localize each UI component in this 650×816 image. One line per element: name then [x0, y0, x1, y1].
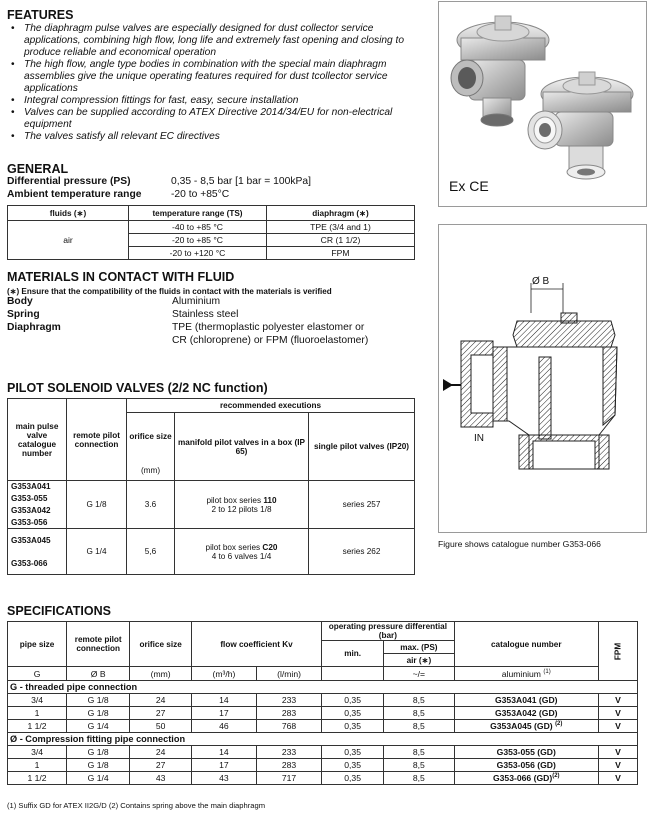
pilot-h-manifold: manifold pilot valves in a box (IP 65): [175, 413, 309, 481]
spec-h-air: air (∗): [384, 654, 454, 667]
pilot-table: [7, 398, 415, 575]
spec-cell-min: 0,35: [322, 720, 384, 733]
materials-note: (∗) Ensure that the compatibility of the fluids in contact with the materials is verified: [7, 287, 332, 296]
spec-cell-orifice: 24: [130, 746, 192, 759]
spec-cell-max: 8,5: [384, 720, 454, 733]
spec-h-min: min.: [322, 641, 384, 667]
spec-cell-fpm: V: [598, 694, 637, 707]
pilot-catalogue: G353A041: [8, 481, 67, 493]
spec-cell-orifice: 24: [130, 694, 192, 707]
spec-u-aluminium-text: aluminium: [501, 668, 541, 679]
pilot-h-remote: remote pilot connection: [67, 399, 127, 481]
spec-cell-min: 0,35: [322, 759, 384, 772]
spec-cell-fpm: V: [598, 772, 637, 785]
spec-u-lmin: (l/min): [256, 667, 321, 681]
spec-u-pipe: G: [8, 667, 67, 681]
spec-cell-fpm: V: [598, 707, 637, 720]
spec-cell-conn: G 1/8: [67, 746, 130, 759]
spec-cell-catalogue: [454, 720, 598, 733]
fluid-temp: -20 to +85 °C: [129, 234, 267, 247]
pilot-manifold-c: 2 to 12 pilots 1/8: [211, 504, 272, 514]
pilot-h-orifice: orifice size: [127, 413, 175, 461]
fluid-diaphragm: TPE (3/4 and 1): [267, 221, 415, 234]
pilot-manifold-series: 110: [263, 495, 277, 505]
materials-heading: MATERIALS IN CONTACT WITH FLUID: [7, 270, 235, 284]
fluid-table: [7, 205, 415, 260]
spec-cell-kv: 14: [191, 746, 256, 759]
spring-label: Spring: [7, 309, 40, 320]
spec-cell-kv: 17: [191, 759, 256, 772]
spec-section-compression: Ø - Compression fitting pipe connection: [8, 733, 638, 746]
spec-cell-pipe: 1 1/2: [8, 720, 67, 733]
table-row: [8, 694, 638, 707]
spec-cell-orifice: 43: [130, 772, 192, 785]
features-heading: FEATURES: [7, 8, 74, 22]
figure-caption: Figure shows catalogue number G353-066: [438, 539, 601, 549]
spec-h-max: max. (PS): [384, 641, 454, 654]
pilot-single: series 262: [309, 529, 415, 575]
feature-item: • Valves can be supplied according to ATEX Directive 2014/34/EU for non-electrical equipment: [20, 107, 427, 131]
general-section: [7, 162, 427, 202]
spec-cell-lmin: 233: [256, 746, 321, 759]
spec-catalogue-text: G353A041 (GD): [494, 695, 558, 705]
features-list: [7, 23, 427, 143]
fluid-diaphragm: FPM: [267, 247, 415, 260]
spec-catalogue-text: G353-066 (GD): [492, 773, 553, 783]
table-row: [8, 772, 638, 785]
spec-u-remote: Ø B: [67, 667, 130, 681]
pilot-h-recommended: recommended executions: [127, 399, 415, 413]
diaphragm-row-2: [7, 335, 427, 348]
general-heading: GENERAL: [7, 162, 69, 176]
spec-h-flow: flow coefficient Kv: [191, 622, 321, 667]
spec-cell-lmin: 233: [256, 694, 321, 707]
diaphragm-label: Diaphragm: [7, 322, 61, 333]
pilot-conn: G 1/4: [67, 529, 127, 575]
spec-catalogue-text: G353-055 (GD): [496, 747, 556, 757]
pilot-manifold: [175, 481, 309, 529]
spec-cell-catalogue: [454, 772, 598, 785]
feature-item: • Integral compression fittings for fast, easy, secure installation: [20, 95, 427, 107]
pilot-h-orifice-unit: (mm): [127, 461, 175, 481]
feature-item: • The high flow, angle type bodies in combination with the special main diaphragm assemblies give the unique operating features required for dust tcollector service applications: [20, 59, 427, 95]
ex-ce-marks: Ex CE: [449, 178, 489, 194]
spec-cell-conn: G 1/4: [67, 720, 130, 733]
fluid-air: air: [8, 221, 129, 260]
spec-cell-min: 0,35: [322, 746, 384, 759]
spec-catalogue-sup: (2): [552, 773, 560, 780]
spec-cell-orifice: 50: [130, 720, 192, 733]
pilot-manifold-series: C20: [262, 542, 278, 552]
spec-catalogue-text: G353A042 (GD): [494, 708, 558, 718]
spec-h-catalogue: catalogue number: [454, 622, 598, 667]
features-section: [7, 8, 427, 143]
spec-cell-catalogue: [454, 746, 598, 759]
spec-cell-pipe: 1: [8, 759, 67, 772]
spec-cell-fpm: V: [598, 759, 637, 772]
spec-cell-lmin: 283: [256, 759, 321, 772]
table-row: [8, 746, 638, 759]
cross-section-figure: [438, 224, 647, 533]
spec-u-aluminium: [454, 667, 598, 681]
spec-catalogue-text: G353-056 (GD): [496, 760, 556, 770]
spec-cell-max: 8,5: [384, 772, 454, 785]
spec-cell-orifice: 27: [130, 759, 192, 772]
spec-h-orifice: orifice size: [130, 622, 192, 667]
spec-cell-lmin: 768: [256, 720, 321, 733]
spec-h-fpm: [598, 622, 637, 681]
spec-cell-max: 8,5: [384, 759, 454, 772]
diff-pressure-label: Differential pressure (PS): [7, 176, 131, 187]
feature-item: • The valves satisfy all relevant EC directives: [20, 131, 427, 143]
spec-cell-conn: G 1/8: [67, 694, 130, 707]
spec-cell-lmin: 717: [256, 772, 321, 785]
ambient-temp-value: -20 to +85°C: [171, 189, 230, 200]
inlet-label: IN: [474, 433, 484, 444]
table-row: [8, 707, 638, 720]
fluid-temp: -20 to +120 °C: [129, 247, 267, 260]
spring-value: Stainless steel: [172, 309, 239, 320]
pilot-manifold-a: pilot box series: [206, 495, 264, 505]
pilot-single: series 257: [309, 481, 415, 529]
spec-h-remote: remote pilot connection: [67, 622, 130, 667]
spec-h-op: operating pressure differential (bar): [322, 622, 454, 641]
pilot-manifold: [175, 529, 309, 575]
pilot-conn: G 1/8: [67, 481, 127, 529]
specifications-table: [7, 621, 638, 785]
spec-u-orifice: (mm): [130, 667, 192, 681]
footnote: (1) Suffix GD for ATEX II2G/D (2) Contains spring above the main diaphragm: [7, 801, 266, 810]
pilot-manifold-c: 4 to 6 valves 1/4: [211, 551, 272, 561]
diaphragm-value-1: TPE (thermoplastic polyester elastomer or: [172, 322, 365, 333]
spec-cell-min: 0,35: [322, 772, 384, 785]
fluid-header-temp: temperature range (TS): [129, 206, 267, 221]
fluid-header-diaphragm: diaphragm (∗): [267, 206, 415, 221]
spec-cell-conn: G 1/4: [67, 772, 130, 785]
spec-cell-max: 8,5: [384, 707, 454, 720]
spec-cell-min: 0,35: [322, 694, 384, 707]
spec-u-ac: ~/=: [384, 667, 454, 681]
pilot-catalogue: G353-055: [8, 493, 67, 505]
diff-pressure-value: 0,35 - 8,5 bar [1 bar = 100kPa]: [171, 176, 311, 187]
spec-cell-lmin: 283: [256, 707, 321, 720]
spec-fpm-label: FPM: [613, 642, 623, 660]
spec-cell-max: 8,5: [384, 746, 454, 759]
valve-cross-section-drawing: [439, 225, 646, 532]
spring-row: [7, 309, 427, 322]
pilot-h-main: main pulse valve catalogue number: [8, 399, 67, 481]
pilot-catalogue: G353A042: [8, 505, 67, 517]
diaphragm-row: [7, 322, 427, 335]
fluid-diaphragm: CR (1 1/2): [267, 234, 415, 247]
spec-cell-pipe: 1: [8, 707, 67, 720]
spec-cell-pipe: 1 1/2: [8, 772, 67, 785]
body-value: Aluminium: [172, 296, 221, 307]
spec-catalogue-text: G353A045 (GD): [490, 721, 553, 731]
pilot-orifice: 3.6: [127, 481, 175, 529]
feature-item: • The diaphragm pulse valves are especially designed for dust collector service applications, combining high flow, long life and extremely fast opening and closing to produce reliable and economical operation: [20, 23, 427, 59]
pilot-manifold-a: pilot box series: [205, 542, 263, 552]
spec-cell-catalogue: [454, 759, 598, 772]
pilot-catalogue: G353A045: [8, 529, 67, 553]
fluid-temp: -40 to +85 °C: [129, 221, 267, 234]
spec-cell-conn: G 1/8: [67, 707, 130, 720]
spec-h-pipe: pipe size: [8, 622, 67, 667]
ambient-temp-label: Ambient temperature range: [7, 189, 142, 200]
pilot-orifice: 5,6: [127, 529, 175, 575]
ambient-temp-row: [7, 189, 427, 202]
product-photo: [438, 1, 647, 207]
table-row: [8, 720, 638, 733]
body-row: [7, 296, 427, 309]
spec-cell-fpm: V: [598, 720, 637, 733]
spec-cell-min: 0,35: [322, 707, 384, 720]
spec-cell-kv: 17: [191, 707, 256, 720]
ob-dimension-label: Ø B: [532, 276, 550, 287]
body-label: Body: [7, 296, 33, 307]
spec-cell-catalogue: [454, 707, 598, 720]
spec-cell-orifice: 27: [130, 707, 192, 720]
pilot-catalogue: G353-066: [8, 553, 67, 575]
pilot-h-single: single pilot valves (IP20): [309, 413, 415, 481]
spec-cell-fpm: V: [598, 746, 637, 759]
spec-cell-pipe: 3/4: [8, 746, 67, 759]
valve-product-image: [439, 2, 646, 206]
spec-u-min: [322, 667, 384, 681]
fluid-header-fluids: fluids (∗): [8, 206, 129, 221]
specs-heading: SPECIFICATIONS: [7, 604, 111, 618]
table-row: [8, 759, 638, 772]
spec-u-aluminium-sup: (1): [543, 668, 551, 675]
spec-u-m3h: (m³/h): [191, 667, 256, 681]
diaphragm-value-2: CR (chloroprene) or FPM (fluoroelastomer): [172, 335, 369, 346]
pilot-catalogue: G353-056: [8, 517, 67, 529]
spec-cell-max: 8,5: [384, 694, 454, 707]
spec-cell-kv: 46: [191, 720, 256, 733]
spec-cell-conn: G 1/8: [67, 759, 130, 772]
spec-cell-kv: 43: [191, 772, 256, 785]
pilot-heading: PILOT SOLENOID VALVES (2/2 NC function): [7, 381, 268, 395]
spec-cell-kv: 14: [191, 694, 256, 707]
diff-pressure-row: [7, 176, 427, 189]
spec-catalogue-sup: (2): [555, 721, 563, 728]
spec-cell-catalogue: [454, 694, 598, 707]
spec-cell-pipe: 3/4: [8, 694, 67, 707]
spec-section-threaded: G - threaded pipe connection: [8, 681, 638, 694]
materials-section: [7, 270, 427, 348]
